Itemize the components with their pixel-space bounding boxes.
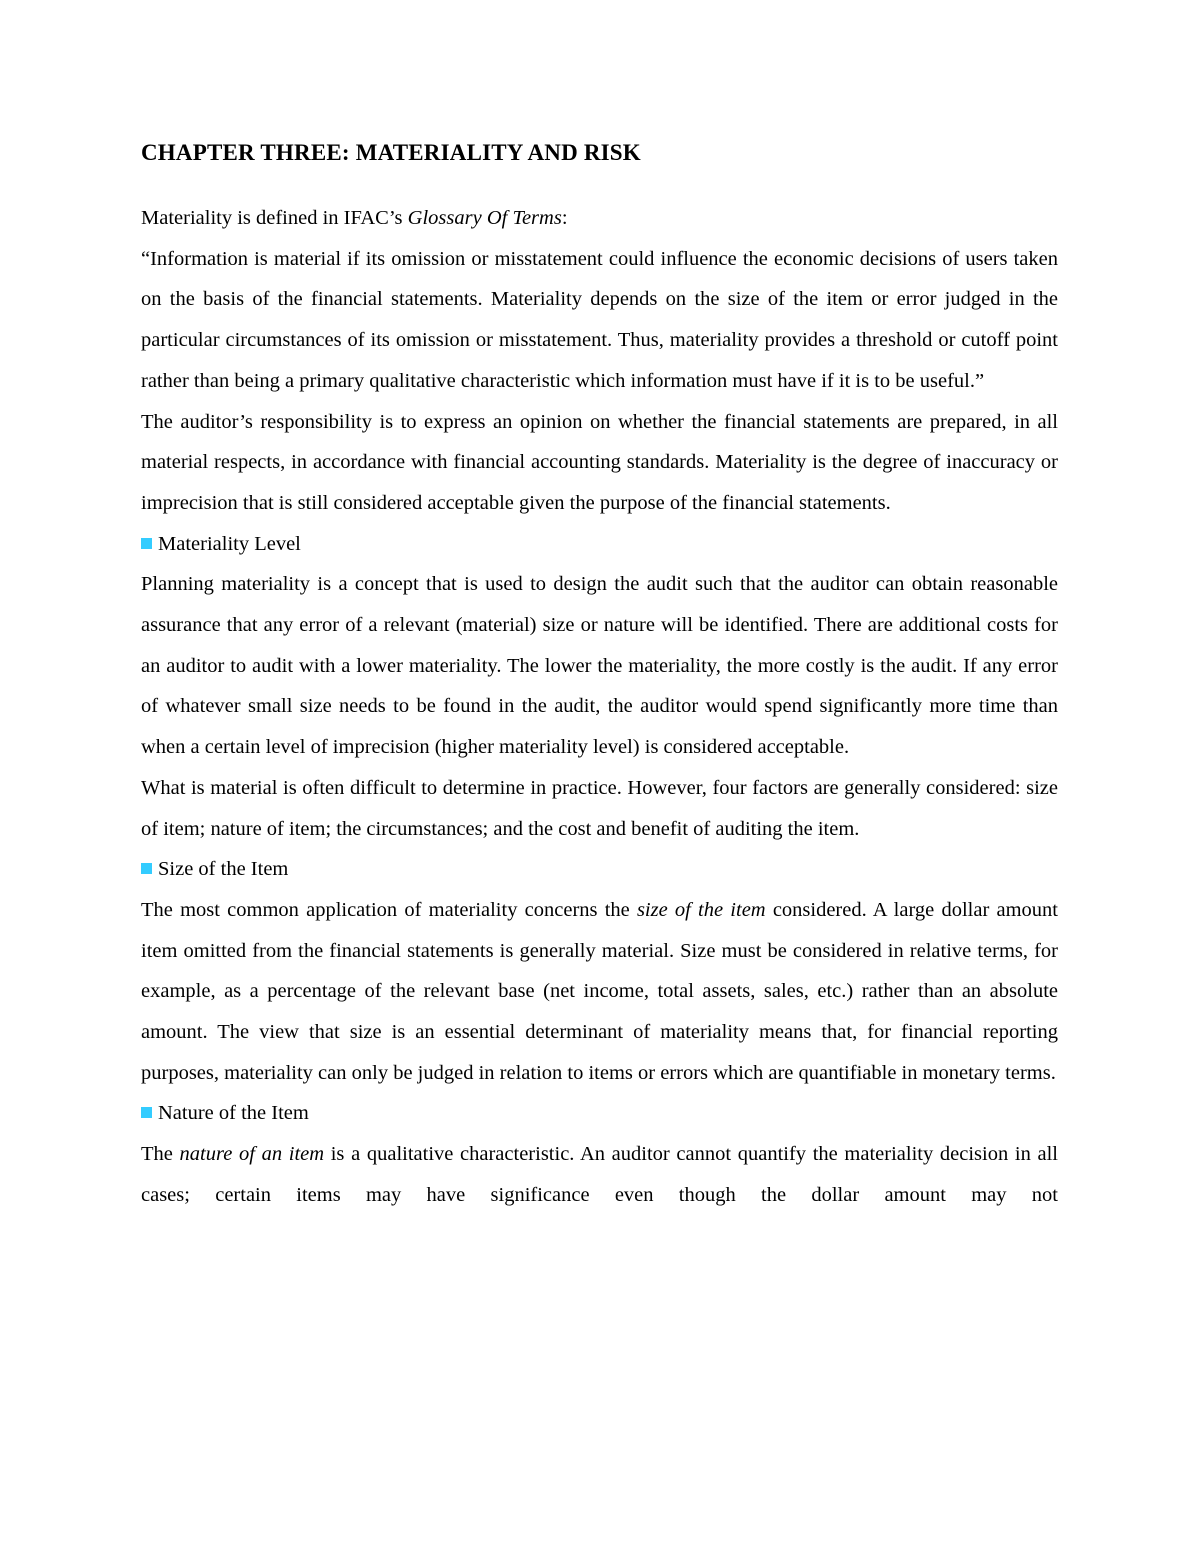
document-page <box>141 138 1058 1216</box>
definition-quote: “Information is material if its omission or misstatement could influence the economic decisions of users taken on the basis of the financial statements. Materiality depends on the size of the item or error judged in the particular circumstances of its omission or misstatement. Thus, materiality provides a threshold or cutoff point rather than being a primary qualitative characteristic which information must have if it is to be useful.” <box>141 247 1058 392</box>
section-heading-materiality-level <box>141 524 1058 565</box>
nature-italic-term: nature of an item <box>179 1143 325 1166</box>
section-heading-nature-of-item <box>141 1093 1058 1134</box>
factors-paragraph: What is material is often difficult to determine in practice. However, four factors are generally considered: size of item; nature of item; the circumstances; and the cost and benefit of auditing the item. <box>141 776 1058 840</box>
section-heading-label: Materiality Level <box>158 532 301 555</box>
responsibility-paragraph: The auditor’s responsibility is to express an opinion on whether the financial statements are prepared, in all material respects, in accordance with financial accounting standards. Materiality is the degree of inaccuracy or imprecision that is still considered acceptable given the purpose of the financial statements. <box>141 410 1058 514</box>
square-bullet-icon <box>141 863 152 874</box>
materiality-level-paragraph: Planning materiality is a concept that is used to design the audit such that the auditor can obtain reasonable assurance that any error of a relevant (material) size or nature will be identified. There are additional costs for an auditor to audit with a lower materiality. The lower the materiality, the more costly is the audit. If any error of whatever small size needs to be found in the audit, the auditor would spend significantly more time than when a certain level of imprecision (higher materiality level) is considered acceptable. <box>141 573 1058 759</box>
intro-text: Materiality is defined in IFAC’s <box>141 207 408 229</box>
nature-of-item-paragraph <box>141 1134 1058 1215</box>
square-bullet-icon <box>141 538 152 549</box>
nature-text-rest: is a qualitative characteristic. An auditor cannot quantify the materiality decision in all cases; certain items may have significance even though the dollar amount may not <box>141 1143 1058 1206</box>
section-heading-label: Nature of the Item <box>158 1102 309 1125</box>
section-heading-size-of-item <box>141 849 1058 890</box>
size-italic-term: size of the item <box>636 898 766 921</box>
intro-italic-term: Glossary Of Terms <box>407 207 562 229</box>
intro-colon: : <box>561 207 568 229</box>
intro-paragraph <box>141 198 1058 239</box>
size-text-rest: considered. A large dollar amount item omitted from the financial statements is generally material. Size must be considered in relative terms, for example, as a percentage of the relevant base (net income, total assets, sales, etc.) rather than an absolute amount. The view that size is an essential determinant of materiality means that, for financial reporting purposes, materiality can only be judged in relation to items or errors which are quantifiable in monetary terms. <box>141 898 1058 1084</box>
square-bullet-icon <box>141 1107 152 1118</box>
size-of-item-paragraph <box>141 890 1058 1094</box>
chapter-title: CHAPTER THREE: MATERIALITY AND RISK <box>141 140 641 165</box>
size-text-start: The most common application of materiality concerns the <box>141 898 637 921</box>
nature-text-start: The <box>141 1143 180 1166</box>
section-heading-label: Size of the Item <box>158 858 289 881</box>
